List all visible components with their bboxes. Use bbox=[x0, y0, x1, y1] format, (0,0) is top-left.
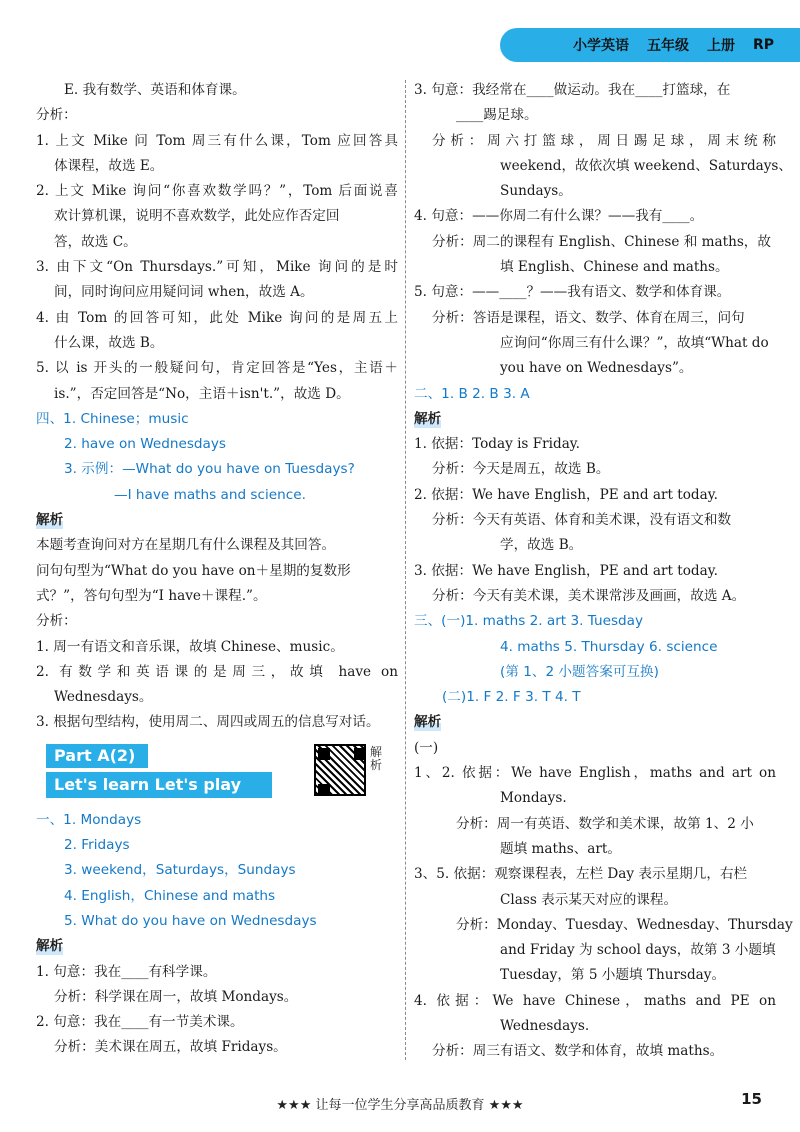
text-line: 4. 依据：We have Chinese，maths and PE on bbox=[414, 992, 776, 1009]
text-line: 欢计算机课，说明不喜欢数学，此处应作否定回 bbox=[54, 208, 340, 225]
text-line: (一) bbox=[414, 739, 439, 756]
text-line: 一、1. Mondays bbox=[36, 811, 142, 828]
text-line: 分析：科学课在周一，故填 Mondays。 bbox=[54, 988, 298, 1005]
analysis-heading bbox=[36, 934, 398, 959]
text-line: 2. 上文 Mike 询问“你喜欢数学吗？”，Tom 后面说喜 bbox=[36, 183, 398, 200]
text-line: 1. 上文 Mike 问 Tom 周三有什么课，Tom 应回答具 bbox=[36, 132, 398, 149]
text-line: ____踢足球。 bbox=[456, 107, 538, 124]
text-line: 2. 有数学和英语课的是周三，故填 have on bbox=[36, 663, 398, 680]
text-line: 学，故选 B。 bbox=[500, 537, 583, 554]
text-line: 本题考查询问对方在星期几有什么课程及其回答。 bbox=[36, 537, 336, 554]
text-line: 1. 周一有语文和音乐课，故填 Chinese、music。 bbox=[36, 638, 344, 655]
text-line: 应询问“你周三有什么课？”，故填“What do bbox=[500, 334, 769, 351]
analysis-label: 解析 bbox=[36, 512, 64, 529]
text-line: 分析： bbox=[36, 107, 77, 124]
text-line: 分析：美术课在周五，故填 Fridays。 bbox=[54, 1039, 287, 1056]
text-line: 体课程，故选 E。 bbox=[54, 157, 164, 174]
header-volume: 上册 bbox=[706, 38, 735, 54]
analysis-label: 解析 bbox=[414, 410, 442, 427]
text-line: 二、1. B 2. B 3. A bbox=[414, 385, 530, 402]
right-text-block bbox=[414, 78, 793, 1065]
text-line: 3、5. 依据：观察课程表，左栏 Day 表示星期几，右栏 bbox=[414, 866, 748, 883]
analysis-heading bbox=[36, 508, 398, 533]
text-line: 5. 句意：——____？——我有语文、数学和体育课。 bbox=[414, 284, 731, 301]
text-line: 分析： bbox=[36, 613, 77, 630]
text-line: 题填 maths、art。 bbox=[500, 840, 621, 857]
text-line: 分析：周一有英语、数学和美术课，故第 1、2 小 bbox=[456, 815, 754, 832]
text-line: 分析：今天有英语、体育和美术课，没有语文和数 bbox=[432, 512, 732, 529]
text-line: Class 表示某天对应的课程。 bbox=[500, 891, 678, 908]
right-column bbox=[414, 78, 793, 1065]
text-line: Tuesday，第 5 小题填 Thursday。 bbox=[500, 967, 726, 984]
text-line: 4. English，Chinese and maths bbox=[64, 887, 276, 904]
text-line: 分析：答语是课程，语文、数学、体育在周三，问句 bbox=[432, 309, 745, 326]
text-line: 间，同时询问应用疑问词 when，故选 A。 bbox=[54, 284, 314, 301]
text-line: 分析：Monday、Tuesday、Wednesday、Thursday bbox=[456, 916, 793, 933]
page-number: 15 bbox=[741, 1090, 762, 1108]
text-line: 分析：周二的课程有 English、Chinese 和 maths，故 bbox=[432, 233, 771, 250]
text-line: 分析：今天有美术课，美术课常涉及画画，故选 A。 bbox=[432, 587, 746, 604]
left-text-block-2 bbox=[36, 808, 398, 1061]
text-line: (二)1. F 2. F 3. T 4. T bbox=[442, 689, 581, 706]
text-line: 2. Fridays bbox=[64, 837, 130, 854]
text-line: 四、1. Chinese；music bbox=[36, 410, 189, 427]
text-line: 1. 句意：我在____有科学课。 bbox=[36, 963, 217, 980]
text-line: 3. 示例：—What do you have on Tuesdays? bbox=[64, 461, 355, 478]
text-line: 分析：周三有语文、数学和体育，故填 maths。 bbox=[432, 1043, 724, 1060]
text-line: Mondays. bbox=[500, 790, 567, 807]
text-line: 什么课，故选 B。 bbox=[54, 334, 164, 351]
text-line: 1. 依据：Today is Friday. bbox=[414, 436, 580, 453]
text-line: 3. 句意：我经常在____做运动。我在____打篮球，在 bbox=[414, 82, 731, 98]
text-line: 2. have on Wednesdays bbox=[64, 436, 227, 453]
text-line: 3. 根据句型结构，使用周二、周四或周五的信息写对话。 bbox=[36, 714, 380, 731]
section-banner bbox=[36, 742, 398, 802]
text-line: (第 1、2 小题答案可互换) bbox=[500, 663, 659, 680]
text-line: 5. What do you have on Wednesdays bbox=[64, 912, 317, 929]
text-line: —I have maths and science. bbox=[114, 486, 306, 503]
text-line: 5. 以 is 开头的一般疑问句，肯定回答是“Yes，主语＋ bbox=[36, 360, 398, 377]
text-line: weekend，故依次填 weekend、Saturdays、 bbox=[500, 157, 792, 174]
header-subject: 小学英语 bbox=[572, 38, 629, 54]
text-line: Sundays。 bbox=[500, 183, 572, 200]
analysis-heading bbox=[414, 407, 776, 432]
qr-code[interactable] bbox=[314, 744, 366, 796]
text-line: and Friday 为 school days，故第 3 小题填 bbox=[500, 942, 776, 959]
text-line: 4. 由 Tom 的回答可知，此处 Mike 询问的是周五上 bbox=[36, 309, 398, 326]
text-line: 答，故选 C。 bbox=[54, 233, 137, 250]
qr-label: 解析 bbox=[370, 744, 383, 772]
text-line: 问句句型为“What do you have on＋星期的复数形 bbox=[36, 562, 351, 579]
text-line: Wednesdays。 bbox=[54, 689, 153, 706]
analysis-label: 解析 bbox=[414, 714, 442, 731]
text-line: Wednesdays. bbox=[500, 1017, 590, 1034]
text-line: 4. maths 5. Thursday 6. science bbox=[500, 638, 718, 655]
text-line: 分析：周六打篮球，周日踢足球，周末统称 bbox=[432, 132, 776, 149]
header-grade: 五年级 bbox=[646, 38, 689, 54]
text-line: 2. 依据：We have English，PE and art today. bbox=[414, 486, 718, 503]
text-line: 3. weekend，Saturdays，Sundays bbox=[64, 862, 296, 879]
text-line: E. 我有数学、英语和体育课。 bbox=[64, 82, 246, 98]
left-column bbox=[36, 78, 398, 1061]
text-line: 填 English、Chinese and maths。 bbox=[500, 259, 729, 276]
header-edition: RP bbox=[752, 37, 774, 53]
left-text-block bbox=[36, 78, 398, 736]
text-line: 三、(一)1. maths 2. art 3. Tuesday bbox=[414, 613, 644, 630]
footer-slogan: ★★★ 让每一位学生分享高品质教育 ★★★ bbox=[276, 1098, 524, 1113]
analysis-label: 解析 bbox=[36, 938, 64, 955]
part-label: Part A(2) bbox=[46, 744, 148, 768]
text-line: 2. 句意：我在____有一节美术课。 bbox=[36, 1014, 244, 1031]
text-line: 1、2. 依据：We have English，maths and art on bbox=[414, 765, 776, 782]
book-header-tab bbox=[500, 28, 800, 62]
text-line: 3. 依据：We have English，PE and art today. bbox=[414, 562, 718, 579]
text-line: 式？”，答句句型为“I have＋课程.”。 bbox=[36, 587, 267, 604]
text-line: is.”，否定回答是“No，主语＋isn't.”，故选 D。 bbox=[54, 385, 350, 402]
text-line: you have on Wednesdays”。 bbox=[500, 360, 693, 377]
column-divider bbox=[405, 80, 406, 1060]
text-line: 4. 句意：——你周二有什么课？——我有____。 bbox=[414, 208, 704, 225]
text-line: 3. 由下文“On Thursdays.”可知，Mike 询问的是时 bbox=[36, 259, 398, 276]
section-title: Let's learn Let's play bbox=[46, 772, 272, 798]
analysis-heading bbox=[414, 710, 776, 735]
text-line: 分析：今天是周五，故选 B。 bbox=[432, 461, 610, 478]
